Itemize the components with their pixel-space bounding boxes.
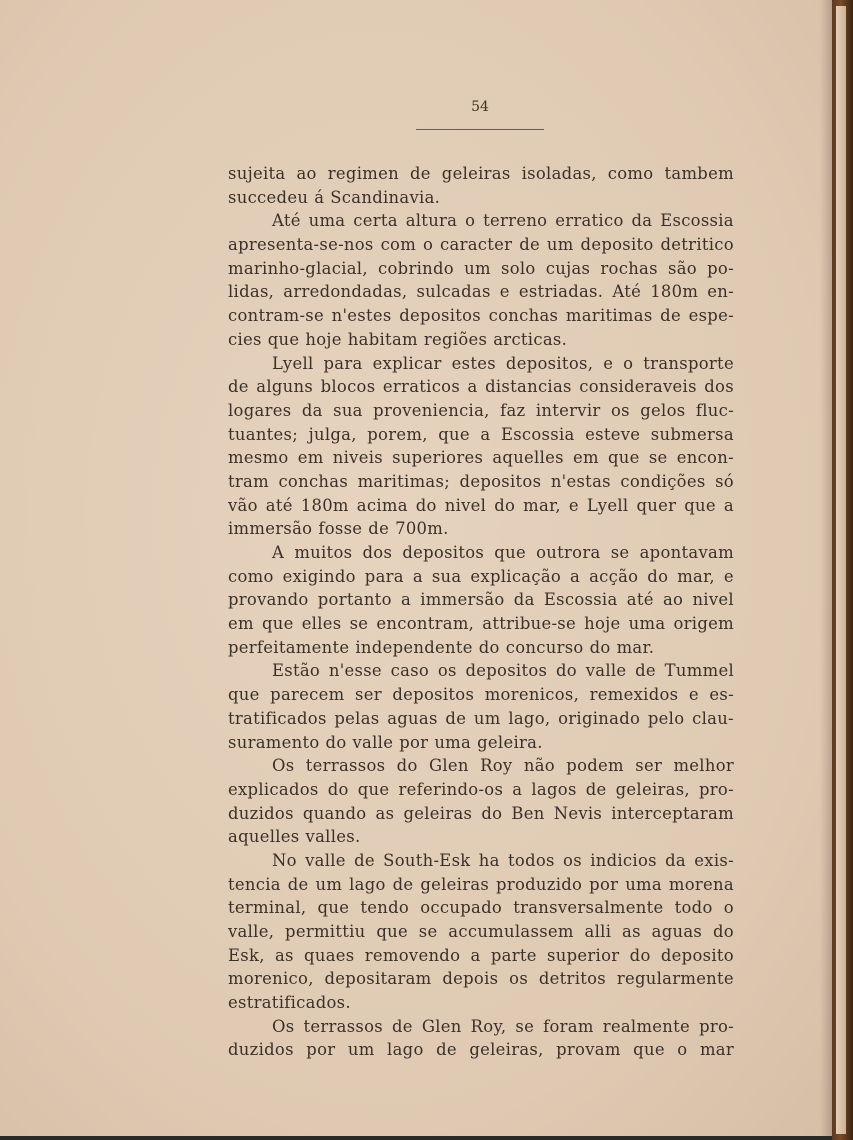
text-line: Os terrassos de Glen Roy, se foram realmente pro- xyxy=(272,1016,734,1036)
text-line: que parecem ser depositos morenicos, remexidos e es- xyxy=(228,685,734,705)
text-line: Lyell para explicar estes depositos, e o transporte xyxy=(272,353,734,373)
text-line: valle, permittiu que se accumulassem alli as aguas do xyxy=(228,922,734,941)
text-line: estratificados. xyxy=(228,993,351,1013)
text-line: morenico, depositaram depois os detritos regularmente xyxy=(228,969,734,989)
text-line: de alguns blocos erraticos a distancias consideraveis dos xyxy=(228,377,734,397)
text-line: A muitos dos depositos que outrora se apontavam xyxy=(272,543,734,562)
text-line: Os terrassos do Glen Roy não podem ser melhor xyxy=(272,756,734,776)
text-line: succedeu á Scandinavia. xyxy=(228,187,441,207)
text-line: perfeitamente independente do concurso do mar. xyxy=(228,637,655,657)
text-line: sujeita ao regimen de geleiras isoladas, como tambem xyxy=(228,164,734,183)
text-line: mesmo em niveis superiores aquelles em que se encon- xyxy=(228,448,734,468)
next-page-edge xyxy=(836,6,846,1134)
text-line: suramento do valle por uma geleira. xyxy=(228,732,543,752)
text-line: em que elles se encontram, attribue-se hoje uma origem xyxy=(228,614,734,634)
text-line: vão até 180m acima do nivel do mar, e Lyell quer que a xyxy=(228,495,734,515)
text-line: Estão n'esse caso os depositos do valle de Tummel xyxy=(272,661,734,681)
header-rule xyxy=(416,129,544,130)
text-line: marinho-glacial, cobrindo um solo cujas rochas são po- xyxy=(228,258,734,278)
text-line: tratificados pelas aguas de um lago, originado pelo clau- xyxy=(228,708,734,728)
text-line: provando portanto a immersão da Escossia até ao nivel xyxy=(228,590,734,610)
text-line: duzidos quando as geleiras do Ben Nevis interceptaram xyxy=(228,803,734,823)
body-text xyxy=(228,162,734,1062)
text-line: logares da sua proveniencia, faz intervir os gelos fluc- xyxy=(228,400,734,420)
text-line: explicados do que referindo-os a lagos de geleiras, pro- xyxy=(228,779,734,799)
text-line: contram-se n'estes depositos conchas maritimas de espe- xyxy=(228,306,734,326)
text-line: como exigindo para a sua explicação a acção do mar, e xyxy=(228,566,734,586)
text-line: tram conchas maritimas; depositos n'estas condições só xyxy=(228,471,734,491)
text-line: Esk, as quaes removendo a parte superior do deposito xyxy=(228,945,734,965)
text-line: duzidos por um lago de geleiras, provam que o mar xyxy=(228,1040,734,1060)
text-line: Até uma certa altura o terreno erratico da Escossia xyxy=(272,211,734,231)
text-line: terminal, que tendo occupado transversalmente todo o xyxy=(228,898,734,918)
text-line: lidas, arredondadas, sulcadas e estriadas. Até 180m en- xyxy=(228,282,734,302)
text-line: aquelles valles. xyxy=(228,827,361,847)
text-line: cies que hoje habitam regiões arcticas. xyxy=(228,329,568,349)
text-line: tencia de um lago de geleiras produzido por uma morena xyxy=(228,874,734,894)
text-line: immersão fosse de 700m. xyxy=(228,519,449,539)
page-number-header xyxy=(416,98,544,116)
page-number: 54 xyxy=(471,99,489,115)
text-line: tuantes; julga, porem, que a Escossia esteve submersa xyxy=(228,424,734,444)
text-line: apresenta-se-nos com o caracter de um deposito detritico xyxy=(228,235,734,255)
text-line: No valle de South-Esk ha todos os indicios da exis- xyxy=(272,850,734,870)
